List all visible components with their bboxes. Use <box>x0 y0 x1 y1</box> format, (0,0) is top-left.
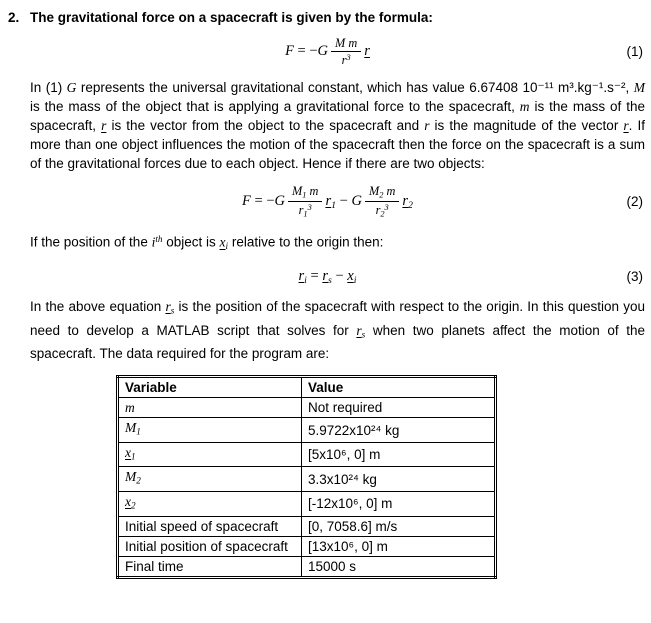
table-row <box>118 442 496 467</box>
text-run: = <box>306 267 323 284</box>
vector-symbol: r <box>322 267 329 284</box>
text-run: object is <box>162 235 220 251</box>
math-sub: 1 <box>331 199 337 211</box>
math-var: G <box>66 80 77 96</box>
equation-2 <box>30 183 645 220</box>
vector-symbol: x <box>125 493 131 509</box>
math-var: i <box>151 235 156 251</box>
variable-cell <box>118 418 302 443</box>
math-var: M <box>633 80 645 96</box>
variable-cell <box>118 556 302 577</box>
fraction <box>288 183 322 220</box>
equation-2-body <box>242 183 433 220</box>
table-header-row <box>118 377 496 398</box>
fraction-denominator <box>288 201 322 220</box>
paragraph-2 <box>30 230 645 256</box>
math-sub: 1 <box>131 451 136 462</box>
math-sub: s <box>328 274 332 286</box>
equation-2-number: (2) <box>626 193 643 209</box>
math-var: m <box>309 184 319 199</box>
paragraph-1 <box>30 78 645 173</box>
math-var: m <box>125 400 135 416</box>
text-run: Initial position of spacecraft <box>125 538 288 554</box>
variable-cell <box>118 536 302 556</box>
math-sup: th <box>155 234 163 245</box>
math-sub: i <box>225 241 229 252</box>
header-value: Value <box>302 377 496 398</box>
math-sub: s <box>361 329 366 340</box>
vector-symbol: r <box>298 267 305 284</box>
text-run: − <box>336 193 352 210</box>
text-run: If the position of the <box>30 235 152 251</box>
table-row <box>118 418 496 443</box>
math-var: M <box>125 469 137 485</box>
text-run: In the above equation <box>30 299 166 315</box>
header-variable: Variable <box>118 377 302 398</box>
math-var: G <box>274 193 285 210</box>
math-sub: 1 <box>303 209 308 219</box>
value-cell: [5x10⁶, 0] m <box>302 442 496 467</box>
math-var: m <box>386 184 396 199</box>
equation-1-body <box>285 35 390 68</box>
variable-cell <box>118 491 302 516</box>
data-table <box>116 375 497 578</box>
math-sub: 2 <box>380 209 385 219</box>
math-sub: 2 <box>379 190 384 200</box>
value-cell: [13x10⁶, 0] m <box>302 536 496 556</box>
table-row <box>118 536 496 556</box>
table-row <box>118 556 496 577</box>
math-var: F <box>285 42 294 59</box>
equation-3-body <box>299 267 377 288</box>
math-var: m <box>348 36 358 50</box>
text-run: relative to the origin then: <box>228 235 384 251</box>
value-cell: 15000 s <box>302 556 496 577</box>
value-cell: 3.3x10²⁴ kg <box>302 467 496 492</box>
math-var: m <box>519 99 530 115</box>
text-run: = − <box>293 42 318 59</box>
math-sup: 3 <box>384 203 389 213</box>
math-sub: i <box>353 274 357 286</box>
math-var: r <box>298 203 304 218</box>
problem-header <box>8 8 645 27</box>
vector-symbol: r <box>623 118 629 134</box>
fraction <box>365 183 399 220</box>
text-run: represents the universal gravitational constant, which has value 6.67408 10⁻¹¹ m³.kg⁻¹.s⁻², <box>76 80 634 96</box>
text-run: = − <box>250 193 275 210</box>
variable-cell <box>118 467 302 492</box>
math-var: r <box>341 53 347 68</box>
math-sub: 2 <box>131 500 136 511</box>
math-sub: 1 <box>136 426 141 437</box>
math-var: M <box>368 184 380 199</box>
vector-symbol: x <box>347 267 354 284</box>
vector-symbol: r <box>101 118 107 134</box>
table-row <box>118 516 496 536</box>
vector-symbol: r <box>325 193 332 210</box>
fraction-numerator <box>365 183 399 201</box>
math-var: M <box>335 36 346 50</box>
variable-cell <box>118 516 302 536</box>
table-row <box>118 467 496 492</box>
table-body <box>118 398 496 577</box>
math-var: G <box>317 42 329 59</box>
value-cell: [0, 7058.6] m/s <box>302 516 496 536</box>
equation-3-number: (3) <box>626 269 643 285</box>
variable-cell <box>118 442 302 467</box>
math-var: M <box>292 184 303 199</box>
value-cell: 5.9722x10²⁴ kg <box>302 418 496 443</box>
vector-symbol: x <box>219 235 226 251</box>
equation-3 <box>30 267 645 288</box>
variable-cell <box>118 398 302 418</box>
table-row <box>118 491 496 516</box>
text-run: In (1) <box>30 80 67 96</box>
text-run: Initial speed of spacecraft <box>125 518 279 534</box>
vector-symbol: r <box>356 322 362 338</box>
text-run: is the mass of the object that is applying a gravitational force to the spacecraft, <box>30 99 520 115</box>
fraction-numerator <box>331 35 361 51</box>
math-sub: 2 <box>408 199 413 211</box>
math-var: r <box>375 203 381 218</box>
math-var: F <box>242 193 251 210</box>
text-run: is the mass of the spacecraft, <box>30 99 645 134</box>
table-head <box>118 377 496 398</box>
text-run: . If more than one object influences the motion of the spacecraft then the force on the spacecraft is a sum of the gravitational forces due to each object. Hence if there are two objects: <box>30 118 646 172</box>
text-run: when two planets affect the motion of the spacecraft. The data required for the program are: <box>30 322 645 362</box>
text-run: Final time <box>125 558 184 574</box>
math-var: M <box>125 420 137 436</box>
problem-content <box>30 35 645 579</box>
paragraph-3 <box>30 297 645 363</box>
math-sup: 3 <box>346 52 351 62</box>
vector-symbol: r <box>402 193 409 210</box>
equation-1 <box>30 35 645 68</box>
fraction-denominator <box>331 51 361 68</box>
vector-symbol: r <box>165 299 171 315</box>
table-row <box>118 398 496 418</box>
math-sub: s <box>170 305 175 316</box>
math-var: r <box>424 118 430 134</box>
text-run: − <box>331 267 348 284</box>
text-run: is the position of the spacecraft with respect to the origin. In this question you need to develop a MATLAB script that solves for <box>30 299 646 338</box>
math-sup: 3 <box>307 203 312 213</box>
math-var: G <box>351 193 362 210</box>
math-sub: 2 <box>136 475 141 486</box>
fraction-numerator <box>288 183 322 201</box>
value-cell: Not required <box>302 398 496 418</box>
fraction <box>331 35 361 68</box>
problem-title: The gravitational force on a spacecraft is given by the formula: <box>30 10 433 25</box>
text-run: is the vector from the object to the spacecraft and <box>106 118 425 134</box>
fraction-denominator <box>365 201 399 220</box>
math-sub: 1 <box>302 190 307 200</box>
equation-1-number: (1) <box>626 43 643 59</box>
vector-symbol: x <box>125 444 131 460</box>
value-cell: [-12x10⁶, 0] m <box>302 491 496 516</box>
vector-symbol: r <box>364 42 370 59</box>
math-sub: i <box>304 274 307 286</box>
problem-number: 2. <box>8 10 20 25</box>
text-run: is the magnitude of the vector <box>429 118 624 134</box>
